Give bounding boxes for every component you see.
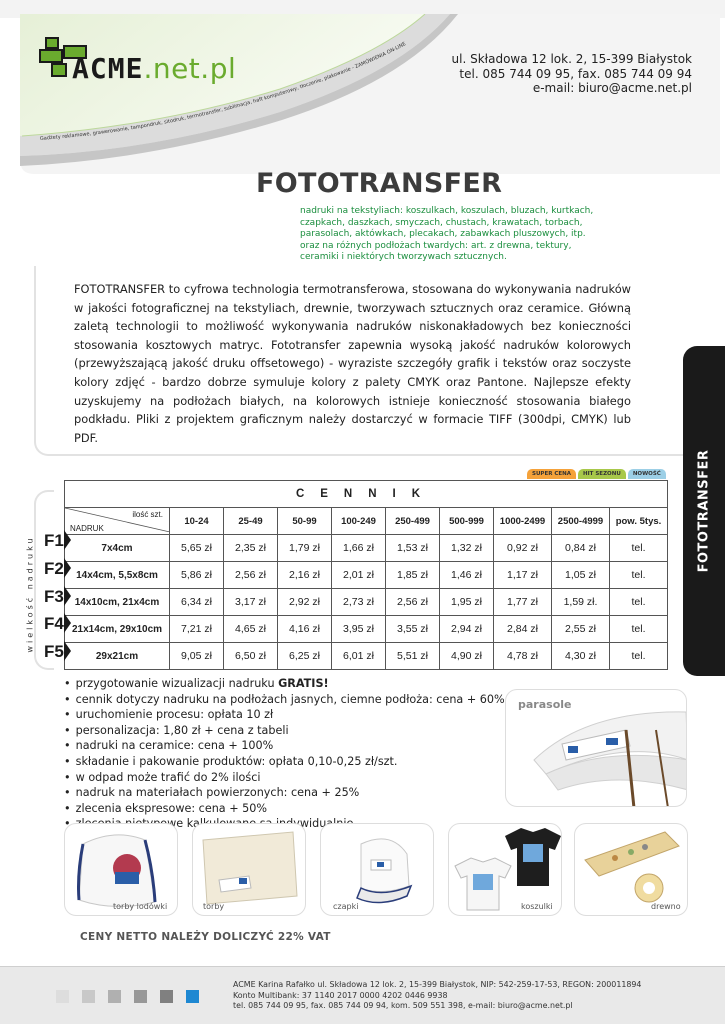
price-table [64,480,668,670]
price-cell: 1,32 zł [440,535,494,562]
price-cell: tel. [610,643,668,670]
price-cell: 2,16 zł [278,562,332,589]
price-cell: 1,79 zł [278,535,332,562]
decor-square [82,990,95,1003]
list-item [64,692,505,708]
price-cell: 1,46 zł [440,562,494,589]
price-cell: tel. [610,562,668,589]
footer-company-info [233,980,641,1012]
parasol-icon [506,690,687,807]
price-table-header [65,508,668,535]
notes-list [64,676,505,832]
subtitle-line: parasolach, aktówkach, plecakach, zabawkach pluszowych, itp. [300,229,586,240]
row-code [44,527,66,554]
product-label: drewno [651,902,681,911]
product-label: czapki [333,902,359,911]
row-code-text: F3 [44,586,64,606]
product-cap [320,823,434,916]
column-header: 500-999 [440,508,494,535]
subtitle-line: czapkach, daszkach, smyczach, chustach, krawatach, torbach, [300,217,583,228]
price-cell: 1,17 zł [494,562,552,589]
price-cell: 4,30 zł [552,643,610,670]
tagline-text: Gadżety reklamowe, grawerowanie, tampondruk, sitodruk, termotransfer, sublimacja, haft komputerowy, tłoczenie, plakowanie - ZAMÓWIENIA ON-LINE [39,41,408,142]
print-size: 14x10cm, 21x4cm [65,589,170,616]
list-item [64,676,505,692]
price-cell: 4,78 zł [494,643,552,670]
list-item [64,785,505,801]
price-cell: tel. [610,535,668,562]
price-cell: 4,16 zł [278,616,332,643]
product-label: torby [203,902,225,911]
decor-square [186,990,199,1003]
price-cell: 1,77 zł [494,589,552,616]
note-text: cennik dotyczy nadruku na podłożach jasnych, ciemne podłoża: cena + 60% [75,692,505,706]
logo-brand: ACME [72,52,144,85]
print-size: 14x4cm, 5,5x8cm [65,562,170,589]
address: ul. Składowa 12 lok. 2, 15-399 Białystok [451,52,692,66]
row-code-text: F4 [44,614,64,634]
price-cell: 4,65 zł [224,616,278,643]
decor-square [56,990,69,1003]
product-tshirt [448,823,562,916]
row-code [44,610,66,637]
price-cell: 0,92 zł [494,535,552,562]
price-cell: 6,34 zł [170,589,224,616]
price-cell: 5,65 zł [170,535,224,562]
column-header: 1000-2499 [494,508,552,535]
note-text: uruchomienie procesu: opłata 10 zł [75,708,274,722]
badges [527,469,668,479]
column-header: 100-249 [332,508,386,535]
price-cell: 2,56 zł [224,562,278,589]
list-item [64,707,505,723]
description: FOTOTRANSFER to cyfrowa technologia termotransferowa, stosowana do wykonywania nadruków w jakości fotograficznej na tekstyliach, drewnie, tworzywach sztucznych oraz ceramice. Główną zaletą technologii to możliwość wykonywania nadruków niskonakładowych bez konieczności stosowania kosztowych matryc. Fototransfer zapewnia wysoką jakość nadruków kolorowych (przewyższającą jakość druku offsetowego) - wyraziste szczegóły grafik i tekstów oraz soczyste kolory zdjęć - bardzo dobrze symuluje kolory z palety CMYK oraz Pantone. Najlepsze efekty uzyskujemy na podłożach białych, na kolorowych istnieje konieczność stosowania białego podkładu. Pliki z projektem graficznym należy dostarczyć w formacie TIFF (300dpi, CMYK) lub PDF. [74,282,631,445]
list-item [64,723,505,739]
price-cell: 1,66 zł [332,535,386,562]
price-cell: 2,56 zł [386,589,440,616]
table-row [65,643,668,670]
table-row [65,589,668,616]
column-header: 10-24 [170,508,224,535]
product-gallery [64,823,688,918]
parasol-product [505,689,687,807]
column-header: 25-49 [224,508,278,535]
price-cell: 0,84 zł [552,535,610,562]
product-bag [192,823,306,916]
price-cell: 4,90 zł [440,643,494,670]
table-row [65,616,668,643]
price-cell: 1,05 zł [552,562,610,589]
price-cell: 2,73 zł [332,589,386,616]
net-price-note: CENY NETTO NALEŻY DOLICZYĆ 22% VAT [80,931,331,943]
note-text: personalizacja: 1,80 zł + cena z tabeli [75,723,289,737]
email: e-mail: biuro@acme.net.pl [532,81,692,95]
price-cell: 2,92 zł [278,589,332,616]
price-cell: 6,50 zł [224,643,278,670]
product-label: koszulki [521,902,553,911]
logo-domain: .net.pl [143,52,237,85]
price-cell: 2,84 zł [494,616,552,643]
list-item [64,770,505,786]
row-code-text: F5 [44,642,64,662]
column-header: 2500-4999 [552,508,610,535]
price-cell: 2,35 zł [224,535,278,562]
subtitle-line: oraz na różnych podłożach twardych: art. z drewna, tektury, [300,240,572,251]
decor-square [160,990,173,1003]
price-cell: tel. [610,589,668,616]
print-size: 21x14cm, 29x10cm [65,616,170,643]
price-cell: 2,55 zł [552,616,610,643]
list-item [64,801,505,817]
print-size: 29x21cm [65,643,170,670]
footer-line: Konto Multibank: 37 1140 2017 0000 4202 0446 9938 [233,990,448,1000]
decor-square [134,990,147,1003]
price-cell: 6,25 zł [278,643,332,670]
table-row [65,535,668,562]
subtitle-line: ceramiki i niektórych tworzywach sztucznych. [300,252,507,263]
price-table-title: CENNIK [65,481,668,508]
note-text: zlecenia ekspresowe: cena + 50% [75,801,268,815]
price-cell: 3,95 zł [332,616,386,643]
price-cell: 3,17 zł [224,589,278,616]
row-code-text: F2 [44,558,64,578]
badge-super-cena: SUPER CENA [527,469,576,479]
price-cell: 2,01 zł [332,562,386,589]
print-size: 7x4cm [65,535,170,562]
row-arrow-icon [64,613,71,633]
column-header: pow. 5tys. [610,508,668,535]
row-code [44,583,66,610]
decor-square [108,990,121,1003]
badge-hit-sezonu: HIT SEZONU [578,469,626,479]
contact-block [452,52,692,96]
note-text: indywidualnie [275,817,354,831]
side-tab-label: FOTOTRANSFER [696,449,712,573]
footer-line: tel. 085 744 09 95, fax. 085 744 09 94, kom. 509 551 398, e-mail: biuro@acme.net.pl [233,1001,573,1011]
table-row [65,562,668,589]
row-arrow-icon [64,641,71,661]
note-text: przygotowanie wizualizacji nadruku [75,677,279,690]
list-item [64,754,505,770]
size-axis-label: wielkość nadruku [25,535,35,653]
row-arrow-icon [64,558,71,578]
row-code [44,638,66,665]
product-wood [574,823,688,916]
badge-nowosc: NOWOŚĆ [628,469,666,479]
phone: tel. 085 744 09 95, fax. 085 744 09 94 [459,66,692,81]
footer-squares [56,990,212,1003]
row-code [44,555,66,582]
column-header: 50-99 [278,508,332,535]
subtitle [300,206,600,264]
product-label: torby lodówki [113,902,168,911]
product-cooler-bag [64,823,178,916]
price-cell: 1,53 zł [386,535,440,562]
row-code-text: F1 [44,531,64,550]
price-cell: 5,86 zł [170,562,224,589]
logo-wordmark [72,52,236,85]
list-item [64,738,505,754]
price-cell: tel. [610,616,668,643]
row-arrow-icon [64,586,71,606]
price-cell: 3,55 zł [386,616,440,643]
price-cell: 6,01 zł [332,643,386,670]
page-title: FOTOTRANSFER [256,168,503,199]
note-emphasis: GRATIS! [278,677,329,690]
corner-print-label: NADRUK [70,524,104,533]
price-table-body [65,535,668,670]
corner-quantity-label: ilość szt. [132,510,163,519]
row-arrow-icon [64,530,71,550]
price-cell: 1,95 zł [440,589,494,616]
price-cell: 1,85 zł [386,562,440,589]
note-text: w odpad może trafić do 2% ilości [75,770,261,784]
column-header: 250-499 [386,508,440,535]
price-cell: 7,21 zł [170,616,224,643]
footer-line: ACME Karina Rafałko ul. Składowa 12 lok. 2, 15-399 Białystok, NIP: 542-259-17-53, REGON: 200011894 [233,980,642,989]
note-text: składanie i pakowanie produktów: opłata 0,10-0,25 zł/szt. [75,754,398,768]
subtitle-line: nadruki na tekstyliach: koszulkach, koszulach, bluzach, kurtkach, [300,206,594,216]
corner-cell [65,508,170,535]
note-text: nadruk na materiałach powierzonych: cena + 25% [75,786,360,800]
price-cell: 2,94 zł [440,616,494,643]
price-cell: 9,05 zł [170,643,224,670]
price-cell: 5,51 zł [386,643,440,670]
note-text: nadruki na ceramice: cena + 100% [75,739,274,753]
parasol-label: parasole [518,698,572,711]
price-cell: 1,59 zł. [552,589,610,616]
